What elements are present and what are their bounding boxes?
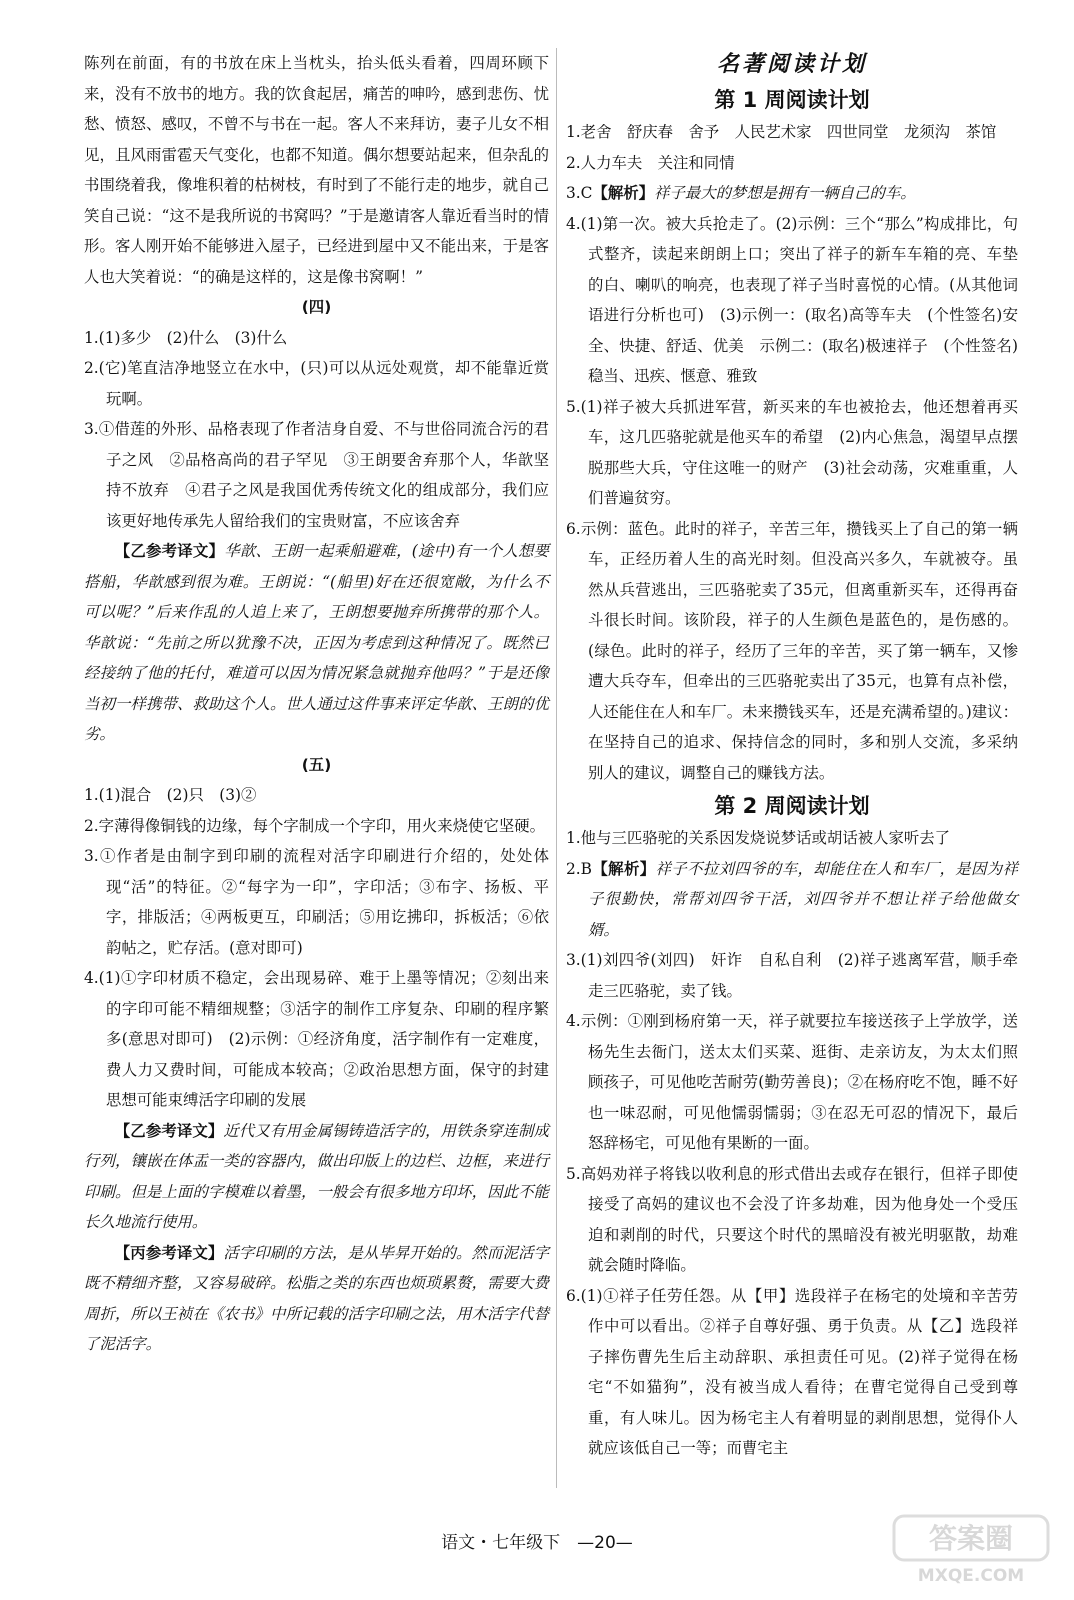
translation-text: 华歆、王朗一起乘船避难，(途中)有一个人想要搭船，华歆感到很为难。王朗说：“(船里)好在还很宽敞，为什么不可以呢？”后来作乱的人追上来了，王朗想要抛弃所携带的那个人。华歆说：“先前之所以犹豫不决，正因为考虑到这种情况了。既然已经接纳了他的托付，难道可以因为情况紧急就抛弃他吗？”于是还像当初一样携带、救助这个人。世人通过这件事来评定华歆、王朗的优劣。: [84, 542, 549, 743]
intro-paragraph: 陈列在前面，有的书放在床上当枕头，抬头低头看着，四周环顾下来，没有不放书的地方。我的饮食起居，痛苦的呻吟，感到悲伤、忧愁、愤怒、感叹，不曾不与书在一起。客人不来拜访，妻子儿女不相见，且风雨雷雹天气变化，也都不知道。偶尔想要站起来，但杂乱的书围绕着我，像堆积着的枯树枝，有时到了不能行走的地步，就自己笑自己说：“这不是我所说的书窝吗？”于是邀请客人靠近看当时的情形。客人刚开始不能够进入屋子，已经进到屋中又不能出来，于是客人也大笑着说：“的确是这样的，这是像书窝啊！”: [84, 54, 549, 286]
translation-tag: 【乙参考译文】: [114, 542, 225, 560]
answer-head: 2.B: [566, 859, 592, 878]
right-column: [566, 48, 1018, 1464]
watermark-url: MXQE.COM: [917, 1566, 1025, 1586]
w2-q5: 5.高妈劝祥子将钱以收利息的形式借出去或存在银行，但祥子即使接受了高妈的建议也不会没了许多劫难，因为他身处一个受压迫和剥削的时代，只要这个时代的黑暗没有被光明驱散，劫难就会随时降临。: [566, 1164, 1018, 1274]
translation-text: 近代又有用金属锡铸造活字的，用铁条穿连制成行列，镶嵌在体盂一类的容器内，做出印版上的边栏、边框，来进行印刷。但是上面的字模难以着墨，一般会有很多地方印坏，因此不能长久地流行使用。: [84, 1121, 549, 1231]
sec5-translation-bing: [84, 1238, 549, 1360]
sec5-translation-yi: [84, 1116, 549, 1238]
page-footer: 语文・七年级下 —20—: [441, 1533, 633, 1553]
answer-head: 3.C: [566, 184, 593, 202]
translation-tag: 【乙参考译文】: [114, 1121, 224, 1140]
watermark-text: 答案圈: [928, 1522, 1014, 1555]
w2-q4: 4.示例：①刚到杨府第一天，祥子就要拉车接送孩子上学放学，送杨先生去衙门，送太太们买菜、逛街、走亲访友，为太太们照顾孩子，可见他吃苦耐劳(勤劳善良)；②在杨府吃不饱，睡不好也一味忍耐，可见他懦弱懦弱；③在忍无可忍的情况下，最后怒辞杨宅，可见他有果断的一面。: [566, 1012, 1018, 1152]
w2-q3: 3.(1)刘四爷(刘四) 奸诈 自私自利 (2)祥子逃离军营，顺手牵走三匹骆驼，卖了钱。: [566, 951, 1018, 1000]
sec4-q3: 3.①借莲的外形、品格表现了作者洁身自爱、不与世俗同流合污的君子之风 ②品格高尚的君子罕见 ③王朗要舍弃那个人，华歆坚持不放弃 ④君子之风是我国优秀传统文化的组成部分，我们应该更好地传承先人留给我们的宝贵财富，不应该舍弃: [84, 420, 549, 530]
w1-q6: 6.示例：蓝色。此时的祥子，辛苦三年，攒钱买上了自己的第一辆车，正经历着人生的高光时刻。但没高兴多久，车就被夺。虽然从兵营逃出，三匹骆驼卖了35元，但离重新买车，还得再奋斗很长时间。该阶段，祥子的人生颜色是蓝色的，是伤感的。(绿色。此时的祥子，经历了三年的辛苦，买了第一辆车，又惨遭大兵夺车，但牵出的三匹骆驼卖出了35元，也算有点补偿，人还能住在人和车厂。未来攒钱买车，还是充满希望的。)建议：在坚持自己的追求、保持信念的同时，多和别人交流，多采纳别人的建议，调整自己的赚钱方法。: [566, 519, 1018, 782]
analysis-text: 祥子最大的梦想是拥有一辆自己的车。: [654, 184, 916, 202]
week1-title: 第 1 周阅读计划: [714, 88, 870, 112]
w2-q1: 1.他与三匹骆驼的关系因发烧说梦话或胡话被人家听去了: [566, 829, 951, 847]
page-title: 名著阅读计划: [716, 52, 867, 77]
sec4-q1: 1.(1)多少 (2)什么 (3)什么: [84, 328, 288, 347]
sec5-q2: 2.字薄得像铜钱的边缘，每个字制成一个字印，用火来烧使它坚硬。: [84, 816, 546, 835]
w1-q3: [566, 178, 1018, 209]
analysis-text: 祥子不拉刘四爷的车，却能住在人和车厂，是因为祥子很勤快，常帮刘四爷干活，刘四爷并不想让祥子给他做女婿。: [588, 859, 1018, 939]
sec5-q3: 3.①作者是由制字到印刷的流程对活字印刷进行介绍的，处处体现“活”的特征。②“每字为一印”，字印活；③布字、扬板、平字，排版活；④两板更互，印刷活；⑤用讫拂印，拆板活；⑥依韵帖之，贮存活。(意对即可): [84, 847, 549, 957]
w1-q4: 4.(1)第一次。被大兵抢走了。(2)示例：三个“那么”构成排比，句式整齐，读起来朗朗上口；突出了祥子的新车车箱的亮、车垫的白、喇叭的响亮，也表现了祥子当时喜悦的心情。(从其他词语进行分析也可) (3)示例一：(取名)高等车夫 (个性签名)安全、快捷、舒适、优美 示例二：(取名)极速祥子 (个性签名)稳当、迅疾、惬意、雅致: [566, 214, 1018, 385]
sec4-q2: 2.(它)笔直洁净地竖立在水中，(只)可以从远处观赏，却不能靠近赏玩啊。: [84, 359, 549, 408]
w1-q5: 5.(1)祥子被大兵抓进军营，新买来的车也被抢去，他还想着再买车，这几匹骆驼就是他买车的希望 (2)内心焦急，渴望早点摆脱那些大兵，守住这唯一的财产 (3)社会动荡，灾难重重，人们普遍贫穷。: [566, 397, 1018, 507]
w2-q2: [566, 854, 1018, 946]
answer-stamp-logo-icon: [892, 1514, 1050, 1586]
sec4-translation: [84, 536, 549, 750]
sec5-q1: 1.(1)混合 (2)只 (3)②: [84, 786, 257, 804]
section-title-5: (五): [301, 755, 332, 774]
sec5-q4: 4.(1)①字印材质不稳定，会出现易碎、难于上墨等情况；②刻出来的字印可能不精细规整；③活字的制作工序复杂、印刷的程序繁多(意思对即可) (2)示例：①经济角度，活字制作有一定难度，费人力又费时间，可能成本较高；②政治思想方面，保守的封建思想可能束缚活字印刷的发展: [84, 969, 549, 1109]
analysis-tag: 【解析】: [592, 859, 656, 878]
translation-tag: 【丙参考译文】: [114, 1243, 224, 1262]
analysis-tag: 【解析】: [592, 184, 655, 202]
translation-text: 活字印刷的方法，是从毕昇开始的。然而泥活字既不精细齐整，又容易破碎。松脂之类的东西也烦琐累赘，需要大费周折，所以王祯在《农书》中所记载的活字印刷之法，用木活字代替了泥活字。: [84, 1243, 549, 1353]
week2-title: 第 2 周阅读计划: [714, 794, 870, 818]
w1-q1: 1.老舍 舒庆春 舍予 人民艺术家 四世同堂 龙须沟 茶馆: [566, 123, 997, 141]
w1-q2: 2.人力车夫 关注和同情: [566, 153, 735, 172]
left-column: [84, 48, 549, 1360]
section-title-4: (四): [301, 298, 332, 316]
w2-q6: 6.(1)①祥子任劳任怨。从【甲】选段祥子在杨宅的处境和辛苦劳作中可以看出。②祥子自尊好强、勇于负责。从【乙】选段祥子摔伤曹先生后主动辞职、承担责任可见。(2)祥子觉得在杨宅“不如猫狗”，没有被当成人看待；在曹宅觉得自己受到尊重，有人味儿。因为杨宅主人有着明显的剥削思想，觉得仆人就应该低自己一等；而曹宅主: [566, 1286, 1018, 1457]
column-divider: [556, 48, 557, 1488]
